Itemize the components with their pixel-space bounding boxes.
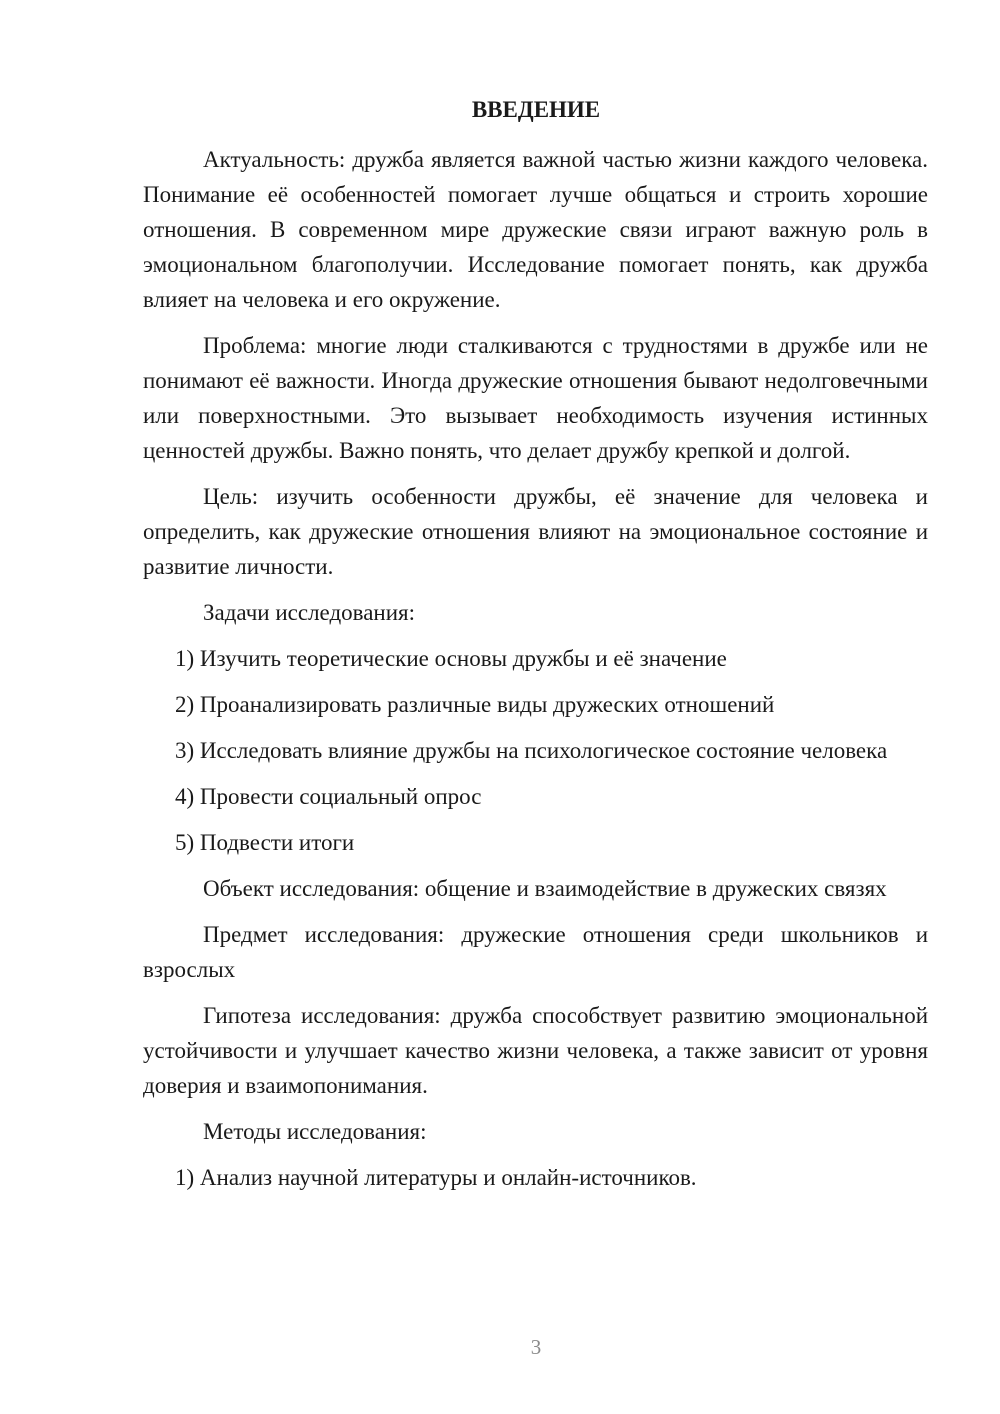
subject-paragraph: Предмет исследования: дружеские отношения среди школьников и взрослых bbox=[143, 922, 928, 982]
section-heading: ВВЕДЕНИЕ bbox=[471, 97, 601, 122]
hypothesis-paragraph: Гипотеза исследования: дружба способствует развитию эмоциональной устойчивости и улучшает качество жизни человека, а также зависит от уровня доверия и взаимопонимания. bbox=[143, 1003, 928, 1098]
task-item-2: 2) Проанализировать различные виды дружеских отношений bbox=[175, 692, 775, 717]
task-item-4: 4) Провести социальный опрос bbox=[175, 784, 482, 809]
goal-paragraph: Цель: изучить особенности дружбы, её значение для человека и определить, как дружеские отношения влияют на эмоциональное состояние и развитие личности. bbox=[143, 484, 928, 579]
task-item-1: 1) Изучить теоретические основы дружбы и её значение bbox=[175, 646, 727, 671]
tasks-title: Задачи исследования: bbox=[203, 600, 416, 625]
task-item-5: 5) Подвести итоги bbox=[175, 830, 355, 855]
task-item-3: 3) Исследовать влияние дружбы на психологическое состояние человека bbox=[175, 738, 888, 763]
methods-title: Методы исследования: bbox=[203, 1119, 427, 1144]
problem-paragraph: Проблема: многие люди сталкиваются с трудностями в дружбе или не понимают её важности. Иногда дружеские отношения бывают недолговечными или поверхностными. Это вызывает необходимость изучения истинных ценностей дружбы. Важно понять, что делает дружбу крепкой и долгой. bbox=[143, 333, 928, 463]
relevance-paragraph: Актуальность: дружба является важной частью жизни каждого человека. Понимание её особенностей помогает лучше общаться и строить хорошие отношения. В современном мире дружеские связи играют важную роль в эмоциональном благополучии. Исследование помогает понять, как дружба влияет на человека и его окружение. bbox=[143, 147, 928, 312]
body-text bbox=[143, 142, 928, 1206]
method-item-1: 1) Анализ научной литературы и онлайн-источников. bbox=[175, 1165, 697, 1190]
page-number: 3 bbox=[530, 1335, 542, 1359]
object-paragraph: Объект исследования: общение и взаимодействие в дружеских связях bbox=[203, 876, 887, 901]
